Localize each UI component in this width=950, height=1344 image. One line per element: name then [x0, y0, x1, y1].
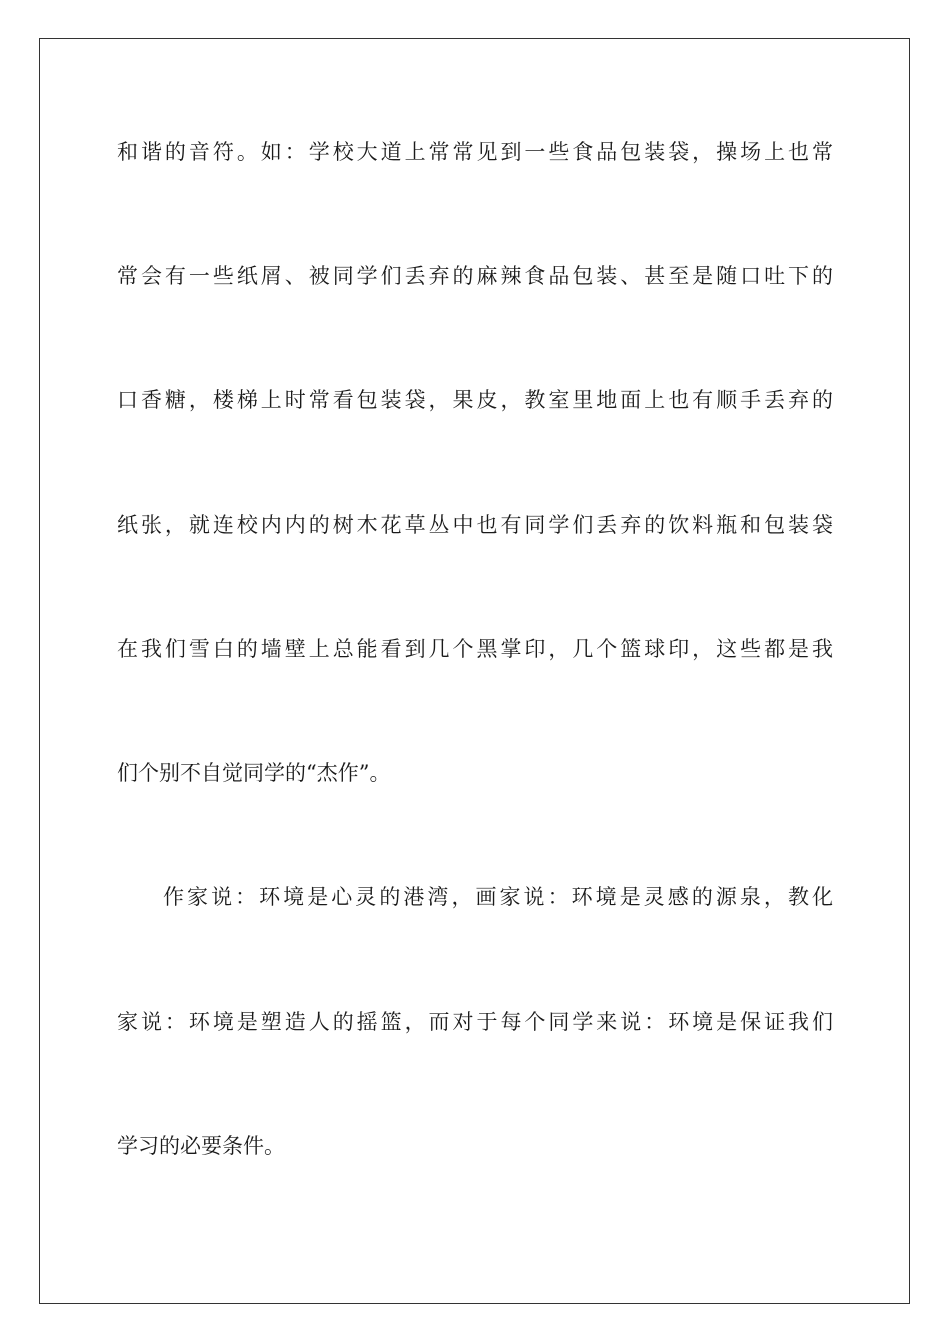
text-line: 常会有一些纸屑、被同学们丢弃的麻辣食品包装、甚至是随口吐下的: [117, 264, 833, 288]
text-line: 学习的必要条件。: [117, 1134, 285, 1158]
text-line: 家说：环境是塑造人的摇篮，而对于每个同学来说：环境是保证我们: [117, 1010, 833, 1034]
text-line: 在我们雪白的墙壁上总能看到几个黑掌印，几个篮球印，这些都是我: [117, 637, 833, 661]
paragraph-first-line: 作家说：环境是心灵的港湾，画家说：环境是灵感的源泉，教化: [163, 885, 833, 909]
text-line: 口香糖，楼梯上时常看包装袋，果皮，教室里地面上也有顺手丢弃的: [117, 388, 833, 412]
text-line: 们个别不自觉同学的“杰作”。: [117, 761, 391, 785]
text-line: 和谐的音符。如：学校大道上常常见到一些食品包装袋，操场上也常: [117, 140, 833, 164]
page-border: [39, 38, 910, 1304]
text-line: 纸张，就连校内内的树木花草丛中也有同学们丢弃的饮料瓶和包装袋: [117, 513, 833, 537]
